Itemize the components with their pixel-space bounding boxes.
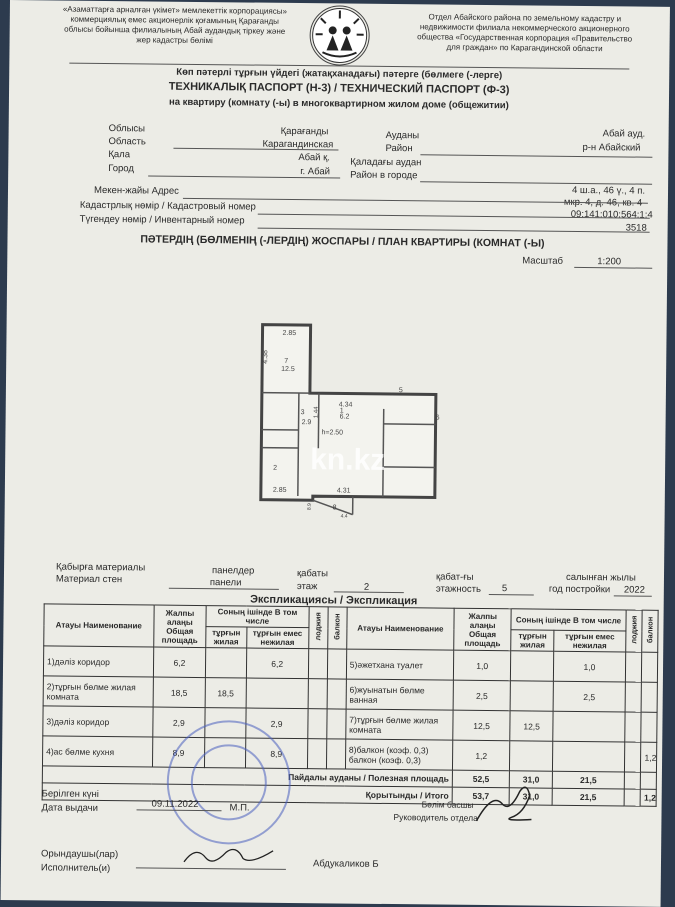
header-left-line: облысы бойынша филиалының Абай аудандық тіркеу және <box>50 24 300 37</box>
exec-ru-label: Исполнитель(и) <box>41 862 110 874</box>
room-living <box>510 681 553 711</box>
room-name: 1)дәліз коридор <box>43 646 153 677</box>
stamp-mark: М.П. <box>229 802 249 813</box>
plan-label: 2.9 <box>302 419 312 426</box>
room-living: 12,5 <box>510 711 553 741</box>
official-stamp <box>166 720 291 845</box>
room-living <box>206 648 247 678</box>
executor-signature-icon <box>181 840 276 871</box>
wall-kz-value: панелдер <box>212 565 254 576</box>
room-balcony: 1,2 <box>641 742 657 772</box>
kala-label: Қала <box>108 149 130 160</box>
plan-label: 12.5 <box>281 366 295 373</box>
title-kz: Көп пәтерлі тұрғын үйдегі (жатақханадағы) пәтерге (бөлмеге (-лерге) <box>99 66 579 82</box>
useful-living: 31,0 <box>510 771 553 788</box>
room-total: 6,2 <box>153 647 206 678</box>
scale-label: Масштаб <box>522 255 563 266</box>
room-name: 2)тұрғын бөлме жилая комната <box>43 676 153 707</box>
room-name: 7)тұрғын бөлме жилая комната <box>346 709 454 740</box>
room-total: 1,2 <box>453 740 511 771</box>
room-balcony <box>641 682 657 712</box>
useful-nonliving: 21,5 <box>552 771 624 789</box>
government-logo-icon <box>309 5 370 66</box>
room-nonliving <box>246 678 308 709</box>
header-total: Жалпы алаңы Общая площадь <box>454 608 512 651</box>
room-total: 12,5 <box>453 710 511 741</box>
scale-value: 1:200 <box>597 256 621 267</box>
header-nonliving: тұрғын емес нежилая <box>554 630 626 652</box>
field-underline <box>420 181 652 184</box>
floor-plan-drawing <box>253 318 455 520</box>
header-left-line: коммерциялық емес акционерлік қоғамының Қарағанды <box>50 14 300 27</box>
audany-value: Абай ауд. <box>603 128 646 139</box>
empty-cell <box>307 709 326 739</box>
empty-cell <box>624 772 641 789</box>
plan-title: ПӘТЕРДІҢ (БӨЛМЕНІҢ (-ЛЕРДІҢ) ЖОСПАРЫ / ПЛАН КВАРТИРЫ (КОМНАТ (-Ы) <box>77 233 607 251</box>
header-living: тұрғын жилая <box>206 627 247 648</box>
header-loggia: лоджия <box>625 610 642 652</box>
plan-label: 3 <box>301 409 305 416</box>
exec-name: Абдукаликов Б <box>313 858 379 870</box>
header-left-line: жер кадастры бөлімі <box>50 34 300 47</box>
room-name: 3)дәліз коридор <box>43 706 153 737</box>
inv-value: 3518 <box>626 222 647 233</box>
header-name: Атауы Наименование <box>346 607 454 650</box>
field-underline <box>334 591 404 593</box>
room-nonliving <box>553 711 625 742</box>
wall-kz-label: Қабырға материалы <box>56 562 145 574</box>
header-left-line: «Азаматтарға арналған үкімет» мемлекеттік корпорациясы» <box>50 4 300 17</box>
head-signature-icon <box>471 783 541 829</box>
header-total: Жалпы алаңы Общая площадь <box>153 605 206 648</box>
address-value-1: 4 ш.а., 46 ү., 4 п. <box>572 185 645 197</box>
plan-label: 2.85 <box>273 487 287 494</box>
address-label: Мекен-жайы Адрес <box>94 185 179 197</box>
useful-area-label: Пайдалы ауданы / Полезная площадь <box>42 766 452 787</box>
empty-cell <box>308 649 327 679</box>
header-right-line: общества «Государственная корпорация «Правительство <box>405 32 645 45</box>
header-right-line: Отдел Абайского района по земельному кадастру и <box>405 12 645 25</box>
header-name: Атауы Наименование <box>44 604 154 647</box>
empty-cell <box>624 742 641 772</box>
plan-label: 4.38 <box>262 350 269 364</box>
total-label: Қорытынды / Итого <box>42 783 452 804</box>
header-balcony: балкон <box>327 607 347 649</box>
kala-value: Абай қ. <box>298 152 330 163</box>
year-ru-label: год постройки <box>549 584 611 596</box>
plan-label: 1.44 <box>314 406 320 418</box>
room-nonliving: 2,9 <box>245 708 307 739</box>
empty-cell <box>625 682 642 712</box>
audany-label: Ауданы <box>386 130 420 141</box>
room-nonliving: 8,9 <box>245 738 307 769</box>
head-ru: Руководитель отдела <box>393 812 477 823</box>
room-total: 2,5 <box>453 680 511 711</box>
kabaty-label: қабаты <box>297 568 328 579</box>
total-balcony: 1,2 <box>640 789 656 806</box>
room-name: 5)әжетхана туалет <box>346 649 454 680</box>
field-underline <box>258 228 650 233</box>
document-sheet <box>1 0 670 907</box>
cadastr-label: Кадастрлық нөмір / Кадастровый номер <box>80 200 256 213</box>
plan-label: 8.9 <box>307 503 313 510</box>
header-right <box>404 12 644 55</box>
empty-cell <box>326 709 345 739</box>
header-nonliving: тұрғын емес нежилая <box>246 627 308 649</box>
room-nonliving: 2,5 <box>553 681 625 712</box>
title-ru: на квартиру (комнату (-ы) в многоквартирном жилом доме (общежитии) <box>99 96 579 112</box>
explication-table <box>42 603 659 806</box>
header-left <box>50 4 300 47</box>
room-living <box>511 651 554 681</box>
room-total: 2,9 <box>152 707 205 738</box>
room-name: 6)жуынатын бөлме ванная <box>346 679 454 710</box>
gorod-value: г. Абай <box>300 166 330 177</box>
exec-kz-label: Орындаушы(лар) <box>41 848 118 860</box>
plan-label: 5 <box>399 387 403 394</box>
issued-ru-label: Дата выдачи <box>41 802 98 814</box>
header-balcony: балкон <box>642 610 658 652</box>
total-living: 31,0 <box>509 788 552 805</box>
room-balcony <box>641 712 657 742</box>
head-kz: Бөлім басшы <box>422 799 474 810</box>
room-total: 18,5 <box>153 677 206 708</box>
gorod-label: Город <box>108 163 134 174</box>
plan-label: 6 <box>436 414 440 421</box>
oblast-label: Область <box>108 136 145 147</box>
issued-date: 09.11.2022 <box>152 799 199 810</box>
plan-label: 2.85 <box>282 330 296 337</box>
plan-label: 6.2 <box>340 413 350 420</box>
empty-cell <box>307 739 326 769</box>
field-underline <box>574 267 652 269</box>
room-total: 8,9 <box>152 737 205 768</box>
header-right-line: недвижимости филиала некоммерческого акционерного <box>405 22 645 35</box>
room-nonliving: 1,0 <box>554 651 626 682</box>
wall-ru-label: Материал стен <box>56 574 122 586</box>
etazhnost-value: 5 <box>502 583 507 594</box>
inv-label: Түгендеу нөмір / Инвентарный номер <box>80 214 245 227</box>
raion-value: р-н Абайский <box>582 142 640 154</box>
field-underline <box>169 588 279 590</box>
kala-audan-label: Қаладағы аудан <box>350 157 421 169</box>
room-total: 1,0 <box>453 650 511 681</box>
header-incl: Соның ішінде В том числе <box>511 609 626 631</box>
plan-label: 4.31 <box>337 487 351 494</box>
header-right-line: для граждан» по Карагандинской области <box>404 42 644 55</box>
total-nonliving: 21,5 <box>552 788 624 806</box>
oblys-label: Облысы <box>109 123 145 134</box>
issued-kz-label: Берілген күні <box>42 788 99 800</box>
watermark: kn.kz <box>310 443 385 478</box>
etazh-value: 2 <box>364 582 369 593</box>
field-underline <box>420 154 652 157</box>
kabat-gy-label: қабат-ғы <box>436 571 474 582</box>
oblys-value: Қарағанды <box>281 126 329 137</box>
room-living: 18,5 <box>205 678 246 708</box>
address-value-2: мкр. 4, д. 46, кв. 4 <box>564 197 642 209</box>
plan-label: 4.4 <box>341 513 348 519</box>
raion-gorode-label: Район в городе <box>350 170 417 182</box>
header-incl: Соның ішінде В том числе <box>206 606 309 628</box>
header-living: тұрғын жилая <box>511 630 554 651</box>
empty-cell <box>327 679 346 709</box>
room-nonliving <box>553 741 625 772</box>
year-value: 2022 <box>624 584 645 595</box>
empty-cell <box>308 679 327 709</box>
room-name: 8)балкон (коэф. 0,3) балкон (коэф. 0,3) <box>345 739 453 770</box>
total-total: 53,7 <box>452 787 509 805</box>
oblast-value: Карагандинская <box>262 139 333 151</box>
room-living <box>510 741 553 771</box>
title-main: ТЕХНИКАЛЫҚ ПАСПОРТ (Н-3) / ТЕХНИЧЕСКИЙ ПАСПОРТ (Ф-3) <box>99 80 579 97</box>
room-name: 4)ас бөлме кухня <box>42 736 152 767</box>
plan-label: 1 <box>340 407 344 414</box>
empty-cell <box>624 789 641 806</box>
room-balcony <box>642 652 658 682</box>
field-underline <box>614 595 652 596</box>
empty-cell <box>326 739 345 769</box>
plan-label: h=2.50 <box>321 429 343 436</box>
field-underline <box>489 594 534 595</box>
plan-label: 7 <box>284 358 288 365</box>
raion-label: Район <box>385 143 412 154</box>
empty-cell <box>641 772 657 789</box>
explication-title: Экспликациясы / Экспликация <box>204 593 464 608</box>
empty-cell <box>327 649 346 679</box>
header-loggia: лоджия <box>308 607 328 649</box>
room-nonliving: 6,2 <box>246 648 308 679</box>
cadastr-value: 09:141:010:564:1:4 <box>571 209 653 221</box>
empty-cell <box>624 712 641 742</box>
etazh-label: этаж <box>297 581 318 592</box>
etazhnost-label: этажность <box>436 583 481 594</box>
plan-label: 8 <box>333 504 337 511</box>
plan-label: 4.34 <box>339 401 353 408</box>
plan-label: 2 <box>273 465 277 472</box>
empty-cell <box>625 652 642 682</box>
year-kz-label: салынған жылы <box>566 572 636 584</box>
table-header-row <box>44 604 658 631</box>
useful-total: 52,5 <box>452 770 509 788</box>
wall-ru-value: панели <box>210 577 242 588</box>
